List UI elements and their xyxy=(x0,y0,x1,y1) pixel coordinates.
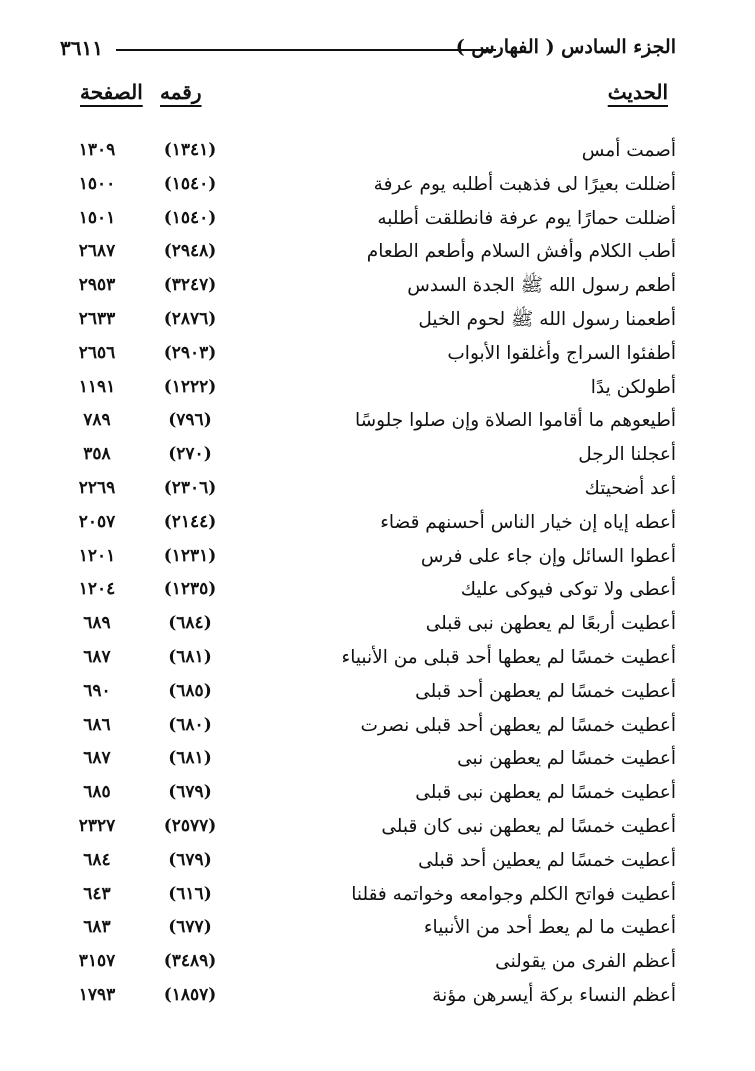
hadith-text: أعطيت خمسًا لم يعطهن نبى xyxy=(457,748,676,770)
hadith-text: أعطيت خمسًا لم يعطهن نبى كان قبلى xyxy=(381,815,676,837)
hadith-text: أعطيت خمسًا لم يعطهن أحد قبلى نصرت xyxy=(360,714,676,736)
page-reference: ١٥٠٠ xyxy=(78,173,116,194)
hadith-text: أعظم النساء بركة أيسرهن مؤنة xyxy=(432,984,676,1006)
index-entry xyxy=(60,305,676,339)
page-reference: ١٣٠٩ xyxy=(78,140,116,160)
hadith-text: أطيعوهم ما أقاموا الصلاة وإن صلوا جلوسًا xyxy=(354,410,676,432)
page-reference: ٧٨٩ xyxy=(83,410,111,431)
page-reference: ٦٨٧ xyxy=(83,748,111,769)
index-entry xyxy=(60,947,676,981)
page-reference: ٢٣٢٧ xyxy=(78,815,116,836)
index-entry xyxy=(60,474,676,508)
hadith-number: (٦١٦) xyxy=(168,883,212,904)
hadith-number: (٢١٤٤) xyxy=(163,511,217,532)
index-entry xyxy=(60,339,676,373)
page-reference: ٣١٥٧ xyxy=(78,951,116,972)
hadith-text: أعطه إياه إن خيار الناس أحسنهم قضاء xyxy=(380,511,676,533)
page-reference: ٢٠٥٧ xyxy=(78,511,116,532)
page-reference: ٣٥٨ xyxy=(83,444,111,465)
hadith-text: أعطيت خمسًا لم يعطها أحد قبلى من الأنبياء xyxy=(341,646,676,668)
hadith-number: (١٨٥٧) xyxy=(163,984,217,1005)
page-reference: ١٧٩٣ xyxy=(78,984,116,1005)
hadith-text: أعطيت فواتح الكلم وجوامعه وخواتمه فقلنا xyxy=(351,883,676,905)
index-entry xyxy=(60,677,676,711)
hadith-number: (١٥٤٠) xyxy=(163,207,217,228)
page-reference: ٢٦٥٦ xyxy=(78,342,116,363)
index-entry xyxy=(60,880,676,914)
page-reference: ٦٨٩ xyxy=(83,613,111,634)
index-entry xyxy=(60,711,676,745)
hadith-text: أعطوا السائل وإن جاء على فرس xyxy=(420,545,676,567)
index-entry xyxy=(60,643,676,677)
column-headers xyxy=(60,78,676,114)
hadith-number: (١٣٤١) xyxy=(163,140,217,160)
hadith-text: أطعمنا رسول الله ﷺ لحوم الخيل xyxy=(418,308,676,330)
page-reference: ٦٨٦ xyxy=(83,714,111,735)
page-reference: ٦٩٠ xyxy=(83,680,111,701)
index-entry xyxy=(60,846,676,880)
page-reference: ٦٨٧ xyxy=(83,646,111,667)
page-reference: ٦٨٥ xyxy=(83,782,111,803)
hadith-number: (١٢٣٥) xyxy=(163,579,217,600)
hadith-number: (٦٨١) xyxy=(168,646,212,667)
page-reference: ٦٨٤ xyxy=(83,849,111,870)
column-header-page: الصفحة xyxy=(80,80,143,104)
hadith-text: أعجلنا الرجل xyxy=(578,444,676,466)
hadith-number: (٢٨٧٦) xyxy=(163,308,217,329)
index-entry xyxy=(60,373,676,407)
hadith-text: أعطيت ما لم يعط أحد من الأنبياء xyxy=(423,917,676,939)
column-header-number: رقمه xyxy=(160,80,202,104)
hadith-text: أعطيت خمسًا لم يعطهن نبى قبلى xyxy=(415,782,676,804)
page-reference: ٦٨٣ xyxy=(83,917,111,938)
hadith-text: أطفئوا السراج وأغلقوا الأبواب xyxy=(447,342,676,364)
index-entry xyxy=(60,204,676,238)
hadith-text: أصمت أمس xyxy=(581,140,676,161)
header-rule xyxy=(116,49,496,51)
hadith-number: (٦٨٤) xyxy=(168,613,212,634)
hadith-text: أعد أضحيتك xyxy=(584,477,676,499)
hadith-number: (١٢٣١) xyxy=(163,545,217,566)
index-entry xyxy=(60,170,676,204)
page-reference: ١٢٠١ xyxy=(78,545,116,566)
column-header-hadith: الحديث xyxy=(607,80,668,104)
hadith-number: (٦٨٥) xyxy=(168,680,212,701)
hadith-number: (٦٧٩) xyxy=(168,849,212,870)
hadith-number: (٦٨٠) xyxy=(168,714,212,735)
hadith-text: أضللت حمارًا يوم عرفة فانطلقت أطلبه xyxy=(377,207,676,229)
page-number: ٣٦١١ xyxy=(60,36,103,60)
index-entry xyxy=(60,136,676,170)
index-entry xyxy=(60,508,676,542)
hadith-number: (٣٢٤٧) xyxy=(163,275,217,296)
page-reference: ٢٩٥٣ xyxy=(78,275,116,296)
hadith-number: (٦٧٧) xyxy=(168,917,212,938)
hadith-number: (٢٥٧٧) xyxy=(163,815,217,836)
running-title: الجزء السادس ( الفهارس ) xyxy=(455,36,676,58)
hadith-text: أطب الكلام وأفش السلام وأطعم الطعام xyxy=(366,241,676,263)
index-entry xyxy=(60,913,676,947)
page-reference: ٢٢٦٩ xyxy=(78,477,116,498)
page-reference: ١٥٠١ xyxy=(78,207,116,228)
page-reference: ١٢٠٤ xyxy=(78,579,116,600)
hadith-number: (٢٩٤٨) xyxy=(163,241,217,262)
index-entry xyxy=(60,812,676,846)
index-entry xyxy=(60,237,676,271)
hadith-text: أضللت بعيرًا لى فذهبت أطلبه يوم عرفة xyxy=(373,173,676,195)
index-entry xyxy=(60,542,676,576)
hadith-text: أعطى ولا توكى فيوكى عليك xyxy=(460,579,676,601)
hadith-text: أعطيت خمسًا لم يعطهن أحد قبلى xyxy=(415,680,676,702)
hadith-number: (٦٧٩) xyxy=(168,782,212,803)
hadith-number: (١٥٤٠) xyxy=(163,173,217,194)
page-reference: ٢٦٨٧ xyxy=(78,241,116,262)
index-entry xyxy=(60,981,676,1015)
index-list xyxy=(60,136,676,1015)
index-entry xyxy=(60,440,676,474)
index-entry xyxy=(60,778,676,812)
hadith-number: (٦٨١) xyxy=(168,748,212,769)
hadith-text: أعطيت أربعًا لم يعطهن نبى قبلى xyxy=(425,613,676,635)
hadith-number: (٧٩٦) xyxy=(168,410,212,431)
hadith-number: (٢٩٠٣) xyxy=(163,342,217,363)
page-header xyxy=(60,34,676,64)
hadith-number: (٢٧٠) xyxy=(168,444,212,465)
page-reference: ٢٦٣٣ xyxy=(78,308,116,329)
page-reference: ١١٩١ xyxy=(78,376,116,397)
hadith-number: (١٢٢٢) xyxy=(163,376,217,397)
index-entry xyxy=(60,575,676,609)
hadith-number: (٣٤٨٩) xyxy=(163,951,217,972)
index-entry xyxy=(60,609,676,643)
hadith-text: أعطيت خمسًا لم يعطين أحد قبلى xyxy=(418,849,676,871)
hadith-text: أطولكن يدًا xyxy=(590,376,676,398)
hadith-text: أطعم رسول الله ﷺ الجدة السدس xyxy=(407,275,676,297)
index-entry xyxy=(60,406,676,440)
page-reference: ٦٤٣ xyxy=(83,883,111,904)
hadith-number: (٢٣٠٦) xyxy=(163,477,217,498)
hadith-text: أعظم الفرى من يقولنى xyxy=(495,951,676,973)
index-entry xyxy=(60,744,676,778)
index-entry xyxy=(60,271,676,305)
